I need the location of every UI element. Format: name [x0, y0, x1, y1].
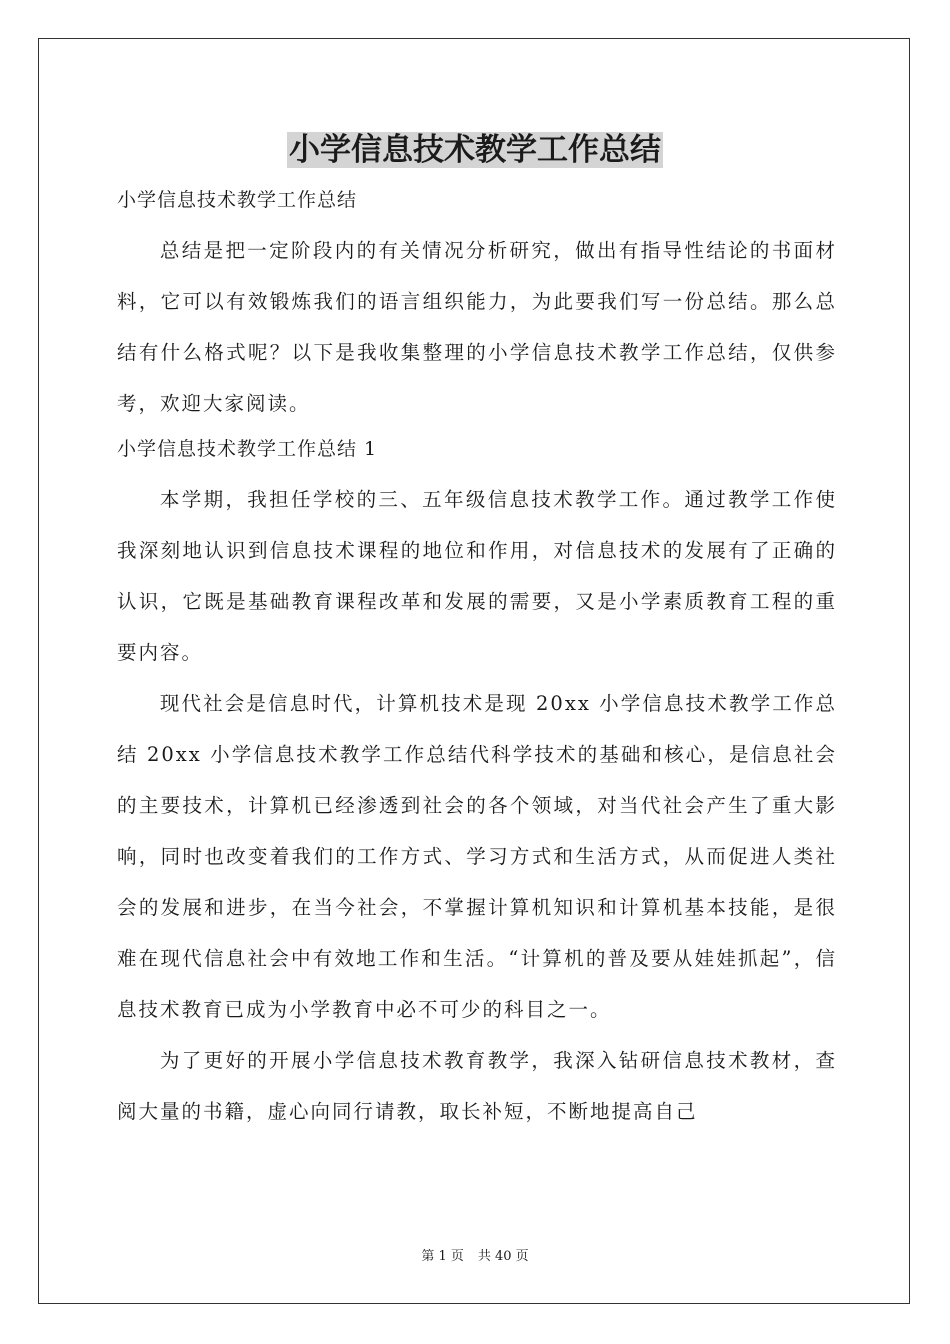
- page-total: 共 40 页: [477, 1249, 529, 1264]
- paragraph: 为了更好的开展小学信息技术教育教学，我深入钻研信息技术教材，查阅大量的书籍，虚心向同行请教，取长补短，不断地提高自己: [117, 1049, 837, 1123]
- paragraph-intro: 总结是把一定阶段内的有关情况分析研究，做出有指导性结论的书面材料，它可以有效锻炼我们的语言组织能力，为此要我们写一份总结。那么总结有什么格式呢？以下是我收集整理的小学信息技术教学工作总结，仅供参考，欢迎大家阅读。: [117, 239, 837, 415]
- document-title: [0, 128, 950, 172]
- paragraph: 本学期，我担任学校的三、五年级信息技术教学工作。通过教学工作使我深刻地认识到信息技术课程的地位和作用，对信息技术的发展有了正确的认识，它既是基础教育课程改革和发展的需要，又是小学素质教育工程的重要内容。: [117, 488, 837, 664]
- document-body: [117, 180, 837, 1137]
- paragraph: 现代社会是信息时代，计算机技术是现 20xx 小学信息技术教学工作总结 20xx 小学信息技术教学工作总结代科学技术的基础和核心，是信息社会的主要技术，计算机已经渗透到社会的各个领域，对当代社会产生了重大影响，同时也改变着我们的工作方式、学习方式和生活方式，从而促进人类社会的发展和进步，在当今社会，不掌握计算机知识和计算机基本技能，是很难在现代信息社会中有效地工作和生活。“计算机的普及要从娃娃抓起”，信息技术教育已成为小学教育中必不可少的科目之一。: [117, 692, 837, 1021]
- section-heading-1: 小学信息技术教学工作总结 1: [117, 438, 378, 460]
- section-heading: 小学信息技术教学工作总结: [117, 189, 358, 211]
- page-number: 第 1 页: [421, 1249, 464, 1264]
- document-title-text: 小学信息技术教学工作总结: [289, 132, 661, 168]
- page-footer: [0, 1247, 950, 1267]
